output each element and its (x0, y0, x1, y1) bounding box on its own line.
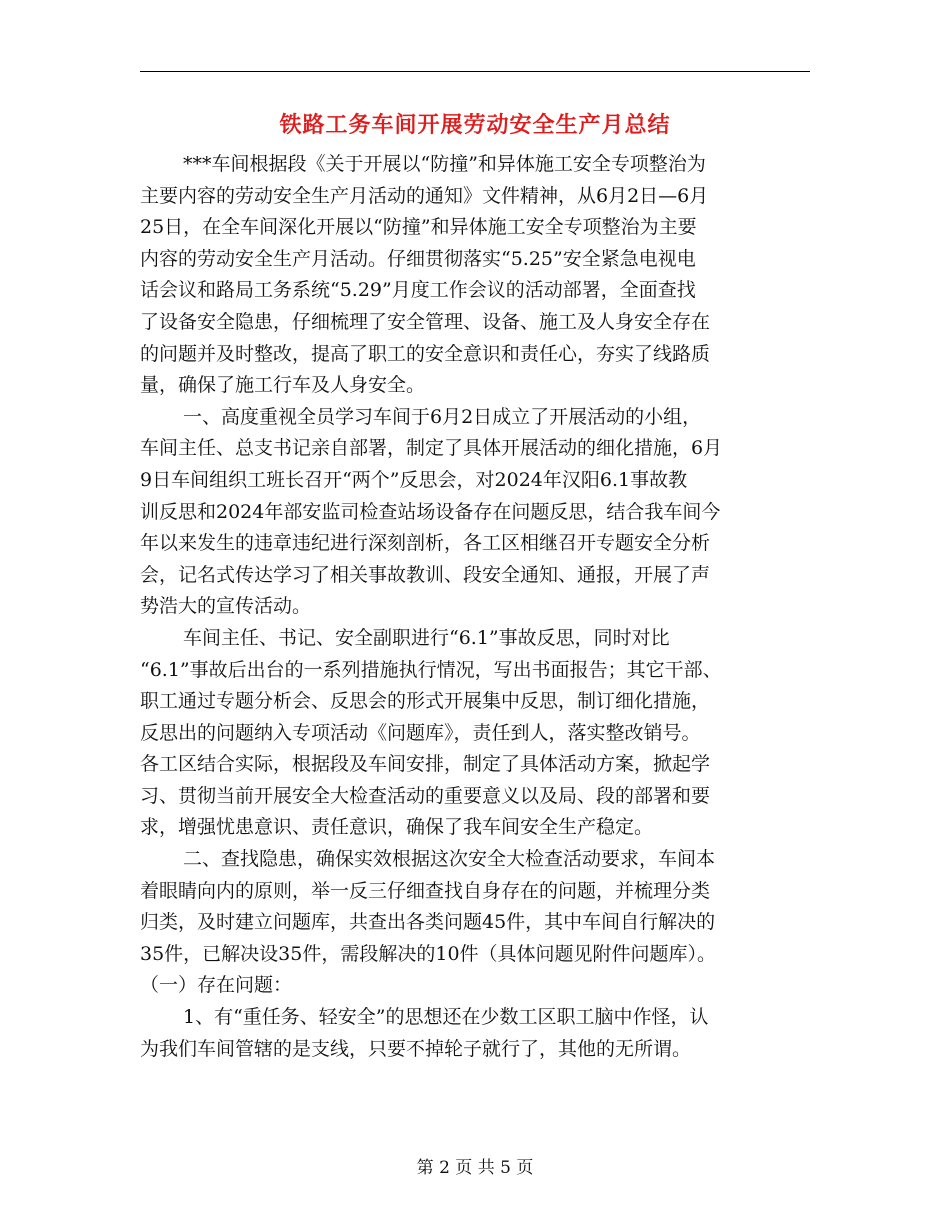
page-number: 第 2 页 共 5 页 (416, 1158, 534, 1178)
document-title: 铁路工务车间开展劳动安全生产月总结 (279, 112, 671, 138)
body-line: 话会议和路局工务系统“5.29”月度工作会议的活动部署，全面查找 (140, 279, 696, 302)
body-line: 着眼睛向内的原则，举一反三仔细查找自身存在的问题，并梳理分类 (140, 879, 711, 902)
document-body (140, 149, 820, 1065)
body-line: 车间主任、书记、安全副职进行“6.1”事故反思，同时对比 (183, 626, 670, 649)
body-line: 势浩大的宣传活动。 (140, 595, 312, 618)
body-line: 职工通过专题分析会、反思会的形式开展集中反思，制订细化措施， (140, 690, 711, 713)
body-line: 求，增强忧患意识、责任意识，确保了我车间安全生产稳定。 (140, 816, 654, 839)
body-line: 了设备安全隐患，仔细梳理了安全管理、设备、施工及人身安全存在 (140, 310, 711, 333)
body-line: “6.1”事故后出台的一系列措施执行情况，写出书面报告；其它干部、 (140, 658, 722, 681)
body-line: 为我们车间管辖的是支线，只要不掉轮子就行了，其他的无所谓。 (140, 1037, 692, 1060)
body-line: 年以来发生的违章违纪进行深刻剖析，各工区相继召开专题安全分析 (140, 532, 711, 555)
body-line: 一、高度重视全员学习车间于6月2日成立了开展活动的小组， (183, 405, 702, 428)
body-line: 9日车间组织工班长召开“两个”反思会，对2024年汉阳6.1事故教 (140, 468, 688, 491)
body-line: （一）存在问题： (140, 974, 293, 997)
header-rule (140, 71, 810, 72)
body-line: 主要内容的劳动安全生产月活动的通知》文件精神，从6月2日—6月 (140, 184, 709, 207)
body-line: 量，确保了施工行车及人身安全。 (140, 374, 426, 397)
body-line: 训反思和2024年部安监司检查站场设备存在问题反思，结合我车间今 (140, 500, 721, 523)
body-line: 各工区结合实际，根据段及车间安排，制定了具体活动方案，掀起学 (140, 753, 711, 776)
body-line: 1、有“重任务、轻安全”的思想还在少数工区职工脑中作怪，认 (183, 1006, 709, 1029)
body-line: 车间主任、总支书记亲自部署，制定了具体开展活动的细化措施，6月 (140, 437, 723, 460)
body-line: 内容的劳动安全生产月活动。仔细贯彻落实“5.25”安全紧急电视电 (140, 247, 696, 270)
body-line: 反思出的问题纳入专项活动《问题库》，责任到人，落实整改销号。 (140, 721, 701, 744)
body-line: 习、贯彻当前开展安全大检查活动的重要意义以及局、段的部署和要 (140, 784, 711, 807)
body-line: 的问题并及时整改，提高了职工的安全意识和责任心，夯实了线路质 (140, 342, 711, 365)
body-line: 35件，已解决设35件，需段解决的10件（具体问题见附件问题库）。 (140, 942, 717, 965)
body-line: 归类，及时建立问题库，共查出各类问题45件，其中车间自行解决的 (140, 911, 716, 934)
body-line: 25日，在全车间深化开展以“防撞”和异体施工安全专项整治为主要 (140, 216, 697, 239)
body-line: ***车间根据段《关于开展以“防撞”和异体施工安全专项整治为 (183, 153, 706, 175)
body-line: 二、查找隐患，确保实效根据这次安全大检查活动要求，车间本 (183, 848, 716, 871)
body-line: 会，记名式传达学习了相关事故教训、段安全通知、通报，开展了声 (140, 563, 711, 586)
